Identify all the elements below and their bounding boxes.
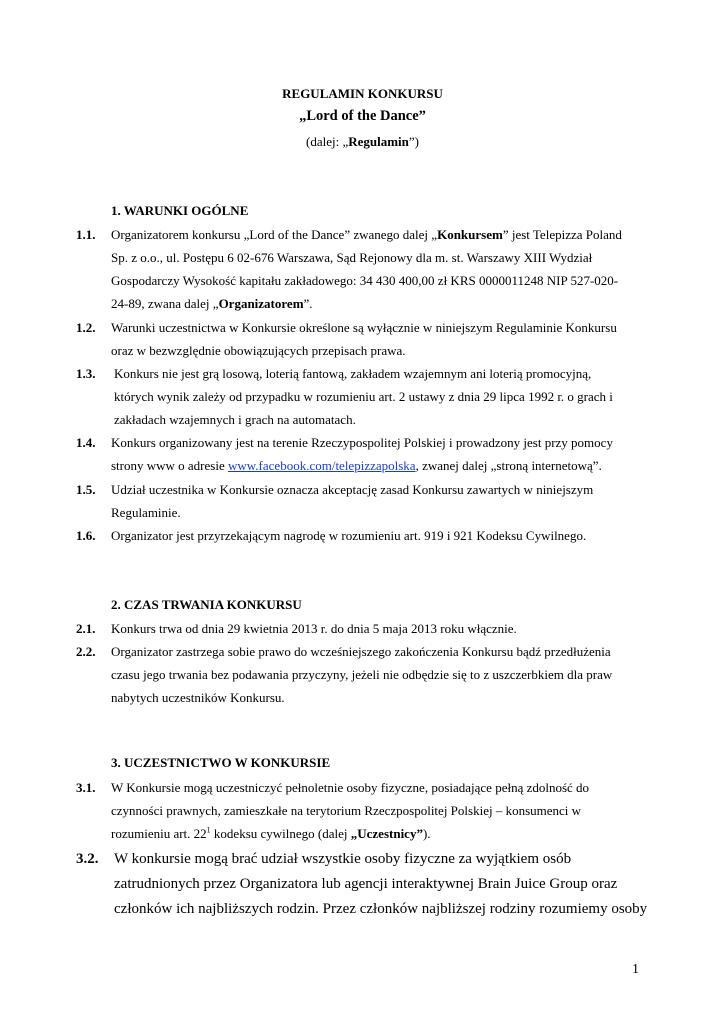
section-heading-2: 2. CZAS TRWANIA KONKURSU	[111, 597, 302, 612]
clause-number: 1.6.	[76, 528, 96, 543]
clause-number: 2.1.	[76, 621, 96, 636]
document-page: REGULAMIN KONKURSU „Lord of the Dance” (dalej: „Regulamin”) 1. WARUNKI OGÓLNE 1.1. Organizatorem konkursu „Lord of the Dance” zwanego dalej „Konkursem” jest Telepizza Poland Sp. z o.o., ul. Postępu 6 02-676 Warszawa, Sąd Rejonowy dla m. st. Warszawy XIII Wydział Gospodarczy Wysokość kapitału zakładowego: 34 430 400,00 zł KRS 0000011248 NIP 527-020- 24-89, zwana dalej „Organizatorem”. 1.2. Warunki uczestnictwa w Konkursie określone są wyłącznie w niniejszym Regulaminie Konkursu oraz w bezwzględnie obowiązujących przepisach prawa. 1.3. Konkurs nie jest grą losową, loterią fantową, zakładem wzajemnym ani loterią promocyjną, których wynik zależy od przypadku w rozumieniu art. 2 ustawy z dnia 29 lipca 1992 r. o grach i zakładach wzajemnych i grach na automatach. 1.4. Konkurs organizowany jest na terenie Rzeczypospolitej Polskiej i prowadzony jest przy pomocy strony www o adresie www.facebook.com/telepizzapolska, zwanej dalej „stroną internetową”. 1.5. Udział uczestnika w Konkursie oznacza akceptację zasad Konkursu zawartych w niniejszym Regulaminie. 1.6. Organizator jest przyrzekającym nagrodę w rozumieniu art. 919 i 921 Kodeksu Cywilnego. 2. CZAS TRWANIA KONKURSU 2.1. Konkurs trwa od dnia 29 kwietnia 2013 r. do dnia 5 maja 2013 roku włącznie. 2.2. Organizator zastrzega sobie prawo do wcześniejszego zakończenia Konkursu bądź przedłużenia czasu jego trwania bez podawania przyczyny, jeżeli nie odbędzie się to z uszczerbkiem dla praw nabytych uczestników Konkursu. 3. UCZESTNICTWO W KONKURSIE 3.1. W Konkursie mogą uczestniczyć pełnoletnie osoby fizyczne, posiadające pełną zdolność do czynności prawnych, zamieszkałe na terytorium Rzeczpospolitej Polskiej – konsumenci w rozumieniu art. $22^1$ kodeksu cywilnego (dalej „Uczestnicy”). 3.2. W konkursie mogą brać udział wszystkie osoby fizyczne za wyjątkiem osób zatrudnionych przez Organizatora lub agencji interaktywnej Brain Juice Group oraz członków ich najbliższych rodzin. Przez członków najbliższej rodziny rozumiemy osoby 1	[0, 0, 725, 1024]
clause-number: 1.3.	[76, 366, 96, 381]
document-title: REGULAMIN KONKURSU	[282, 86, 443, 101]
clause-number: 1.4.	[76, 435, 96, 450]
clause-number: 3.1.	[76, 780, 96, 795]
clause-number: 3.2.	[76, 851, 99, 867]
section-heading-3: 3. UCZESTNICTWO W KONKURSIE	[111, 755, 331, 770]
clause-number: 2.2.	[76, 644, 96, 659]
clause-number: 1.5.	[76, 482, 96, 497]
section-heading-1: 1. WARUNKI OGÓLNE	[111, 203, 249, 218]
clause-number: 1.1.	[76, 227, 96, 242]
contest-name: „Lord of the Dance”	[299, 108, 426, 124]
clause-number: 1.2.	[76, 320, 96, 335]
page-number: 1	[632, 962, 639, 977]
document-alias: (dalej: „Regulamin”)	[305, 134, 419, 149]
facebook-link[interactable]: www.facebook.com/telepizzapolska	[227, 458, 416, 473]
